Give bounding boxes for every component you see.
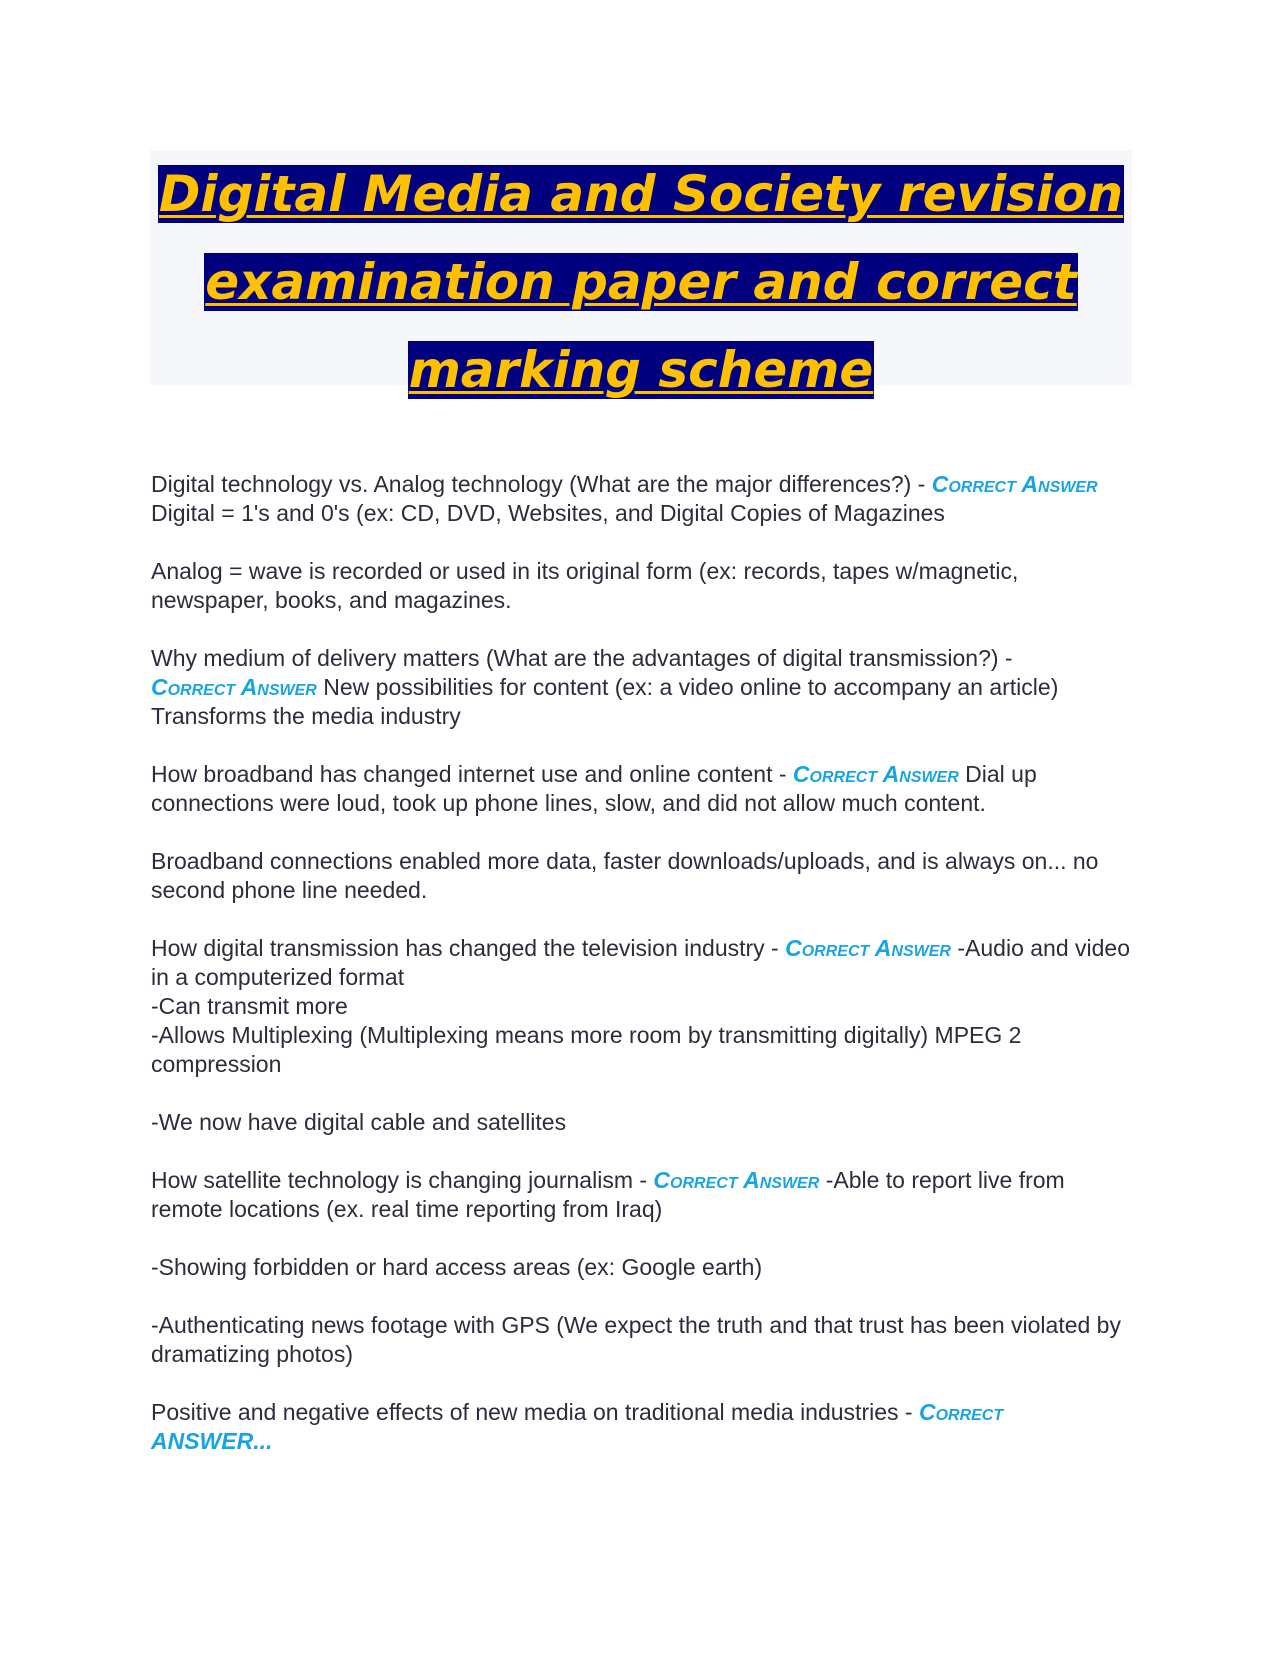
qa-item [151, 1398, 1141, 1456]
qa-item [151, 934, 1141, 1079]
answer-paragraph: -Authenticating news footage with GPS (We expect the truth and that trust has been violated by dramatizing photos) [151, 1312, 1121, 1367]
answer: New possibilities for content (ex: a video online to accompany an article) [323, 674, 1059, 700]
correct-answer-label: Correct Answer [151, 674, 317, 700]
answer-paragraph: -Showing forbidden or hard access areas (ex: Google earth) [151, 1254, 763, 1280]
answer: -Able to report live from remote locations (ex. real time reporting from Iraq) [151, 1167, 1065, 1222]
answer-line: -Can transmit more [151, 993, 348, 1019]
answer: -Audio and video in a computerized format [151, 935, 1130, 990]
question: Why medium of delivery matters (What are the advantages of digital transmission?) - [151, 645, 1013, 671]
correct-label: Correct [918, 1399, 1004, 1425]
qa-item [151, 760, 1141, 818]
truncated-answer-label: ANSWER... [151, 1428, 273, 1454]
answer: Dial up connections were loud, took up phone lines, slow, and did not allow much content. [151, 761, 1037, 816]
question: How satellite technology is changing journalism - [151, 1167, 648, 1193]
document-body [151, 470, 1141, 1485]
correct-answer-label: Correct Answer [785, 935, 951, 961]
answer-line: -Allows Multiplexing (Multiplexing means more room by transmitting digitally) MPEG 2 compression [151, 1022, 1022, 1077]
correct-answer-label: Correct Answer [653, 1167, 820, 1193]
qa-item [151, 1166, 1141, 1224]
answer-paragraph: Broadband connections enabled more data, faster downloads/uploads, and is always on... no second phone line needed. [151, 848, 1099, 903]
title-line-1: Digital Media and Society revision [158, 165, 1124, 223]
title-line-2: examination paper and correct [205, 253, 1077, 311]
correct-answer-label: Correct Answer [792, 761, 959, 787]
answer-paragraph: -We now have digital cable and satellites [151, 1109, 567, 1135]
question: How digital transmission has changed the television industry - [151, 935, 779, 961]
question: Digital technology vs. Analog technology (What are the major differences?) - [151, 471, 926, 497]
answer: Digital = 1's and 0's (ex: CD, DVD, Websites, and Digital Copies of Magazines [151, 500, 945, 526]
answer-line: Transforms the media industry [151, 703, 461, 729]
answer-paragraph: Analog = wave is recorded or used in its original form (ex: records, tapes w/magnetic, newspaper, books, and magazines. [151, 558, 1019, 613]
document-title [150, 150, 1132, 399]
correct-answer-label: Correct Answer [931, 471, 1098, 497]
qa-item [151, 644, 1141, 731]
qa-item [151, 470, 1141, 528]
title-line-3: marking scheme [408, 341, 874, 399]
question: How broadband has changed internet use and online content - [151, 761, 787, 787]
question: Positive and negative effects of new media on traditional media industries - [151, 1399, 913, 1425]
